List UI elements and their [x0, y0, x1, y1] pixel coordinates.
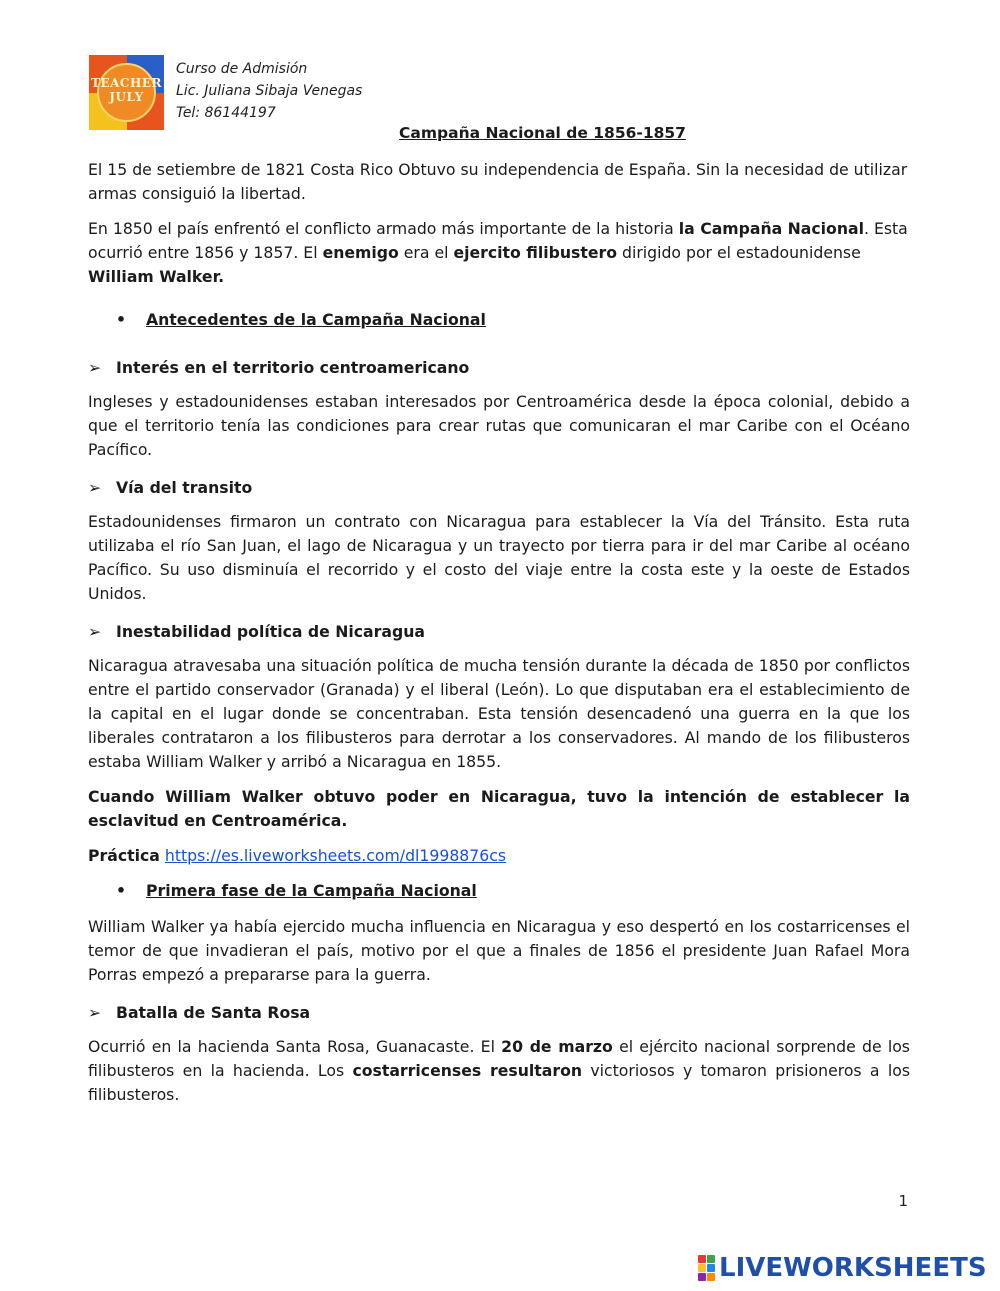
- header-phone: Tel: 86144197: [176, 105, 276, 121]
- paragraph-inestabilidad: Nicaragua atravesaba una situación política de mucha tensión durante la década de 1850 por conflictos entre el partido conservador (Granada) y el liberal (León). Lo que disputaban era el establecimiento de la capital en el lugar donde se concentraban. Esta tensión desencadenó una guerra en la que los liberales contrataron a los filibusteros para derrotar a los conservadores. Al mando de los filibusteros estaba William Walker y arribó a Nicaragua en 1855.: [88, 656, 910, 771]
- page-number: 1: [898, 1192, 908, 1210]
- bullet-icon: •: [116, 881, 127, 900]
- intro-paragraph-1: El 15 de setiembre de 1821 Costa Rico Obtuvo su independencia de España. Sin la necesidad de utilizar armas consiguió la libertad.: [88, 160, 908, 203]
- practice-label: Práctica: [88, 846, 160, 865]
- section-heading-primera-fase: • Primera fase de la Campaña Nacional: [88, 879, 910, 903]
- arrow-bullet-icon: ➢: [88, 622, 102, 641]
- subheading-santa-rosa: ➢ Batalla de Santa Rosa: [88, 1001, 910, 1025]
- header-author: Lic. Juliana Sibaja Venegas: [176, 83, 363, 99]
- page-title: Campaña Nacional de 1856-1857: [399, 124, 686, 142]
- subheading-inestabilidad: ➢ Inestabilidad política de Nicaragua: [88, 620, 910, 644]
- practice-line: [88, 844, 910, 868]
- arrow-bullet-icon: ➢: [88, 1003, 102, 1022]
- document-header: [176, 58, 362, 124]
- bullet-icon: •: [116, 310, 127, 329]
- liveworksheets-brand[interactable]: [698, 1253, 987, 1283]
- teacher-july-logo: [89, 55, 164, 130]
- arrow-bullet-icon: ➢: [88, 358, 102, 377]
- document-body: [88, 158, 910, 1118]
- subheading-via-transito: ➢ Vía del transito: [88, 476, 910, 500]
- arrow-bullet-icon: ➢: [88, 478, 102, 497]
- intro-paragraph-2: En 1850 el país enfrentó el conflicto armado más importante de la historia la Campaña Nacional. Esta ocurrió entre 1856 y 1857. El enemigo era el ejercito filibustero dirigido por el estadounidense William Walker.: [88, 219, 908, 286]
- paragraph-via-transito: Estadounidenses firmaron un contrato con Nicaragua para establecer la Vía del Tránsito. Esta ruta utilizaba el río San Juan, el lago de Nicaragua y un trayecto por tierra para ir del mar Caribe al océano Pacífico. Su uso disminuía el recorrido y el costo del viaje entre la costa este y la oeste de Estados Unidos.: [88, 512, 910, 603]
- section-heading-antecedentes: • Antecedentes de la Campaña Nacional: [88, 308, 910, 332]
- header-course: Curso de Admisión: [176, 61, 308, 77]
- paragraph-santa-rosa: Ocurrió en la hacienda Santa Rosa, Guanacaste. El 20 de marzo el ejército nacional sorprende de los filibusteros en la hacienda. Los costarricenses resultaron victoriosos y tomaron prisioneros a los filibusteros.: [88, 1037, 910, 1104]
- bold-statement: Cuando William Walker obtuvo poder en Nicaragua, tuvo la intención de establecer la esclavitud en Centroamérica.: [88, 787, 910, 830]
- practice-link[interactable]: https://es.liveworksheets.com/dl1998876cs: [164, 846, 507, 865]
- brand-blocks-icon: [698, 1255, 715, 1281]
- subheading-interes: ➢ Interés en el territorio centroamericano: [88, 356, 910, 380]
- brand-name: LIVEWORKSHEETS: [719, 1253, 987, 1283]
- paragraph-interes: Ingleses y estadounidenses estaban interesados por Centroamérica desde la época colonial, debido a que el territorio tenía las condiciones para crear rutas que comunicaran el mar Caribe con el Océano Pacífico.: [88, 392, 910, 459]
- logo-text-line1: TEACHER: [91, 76, 162, 90]
- paragraph-primera-fase: William Walker ya había ejercido mucha influencia en Nicaragua y eso despertó en los costarricenses el temor de que invadieran el país, motivo por el que a finales de 1856 el presidente Juan Rafael Mora Porras empezó a prepararse para la guerra.: [88, 917, 910, 984]
- logo-text-line2: JULY: [109, 90, 144, 104]
